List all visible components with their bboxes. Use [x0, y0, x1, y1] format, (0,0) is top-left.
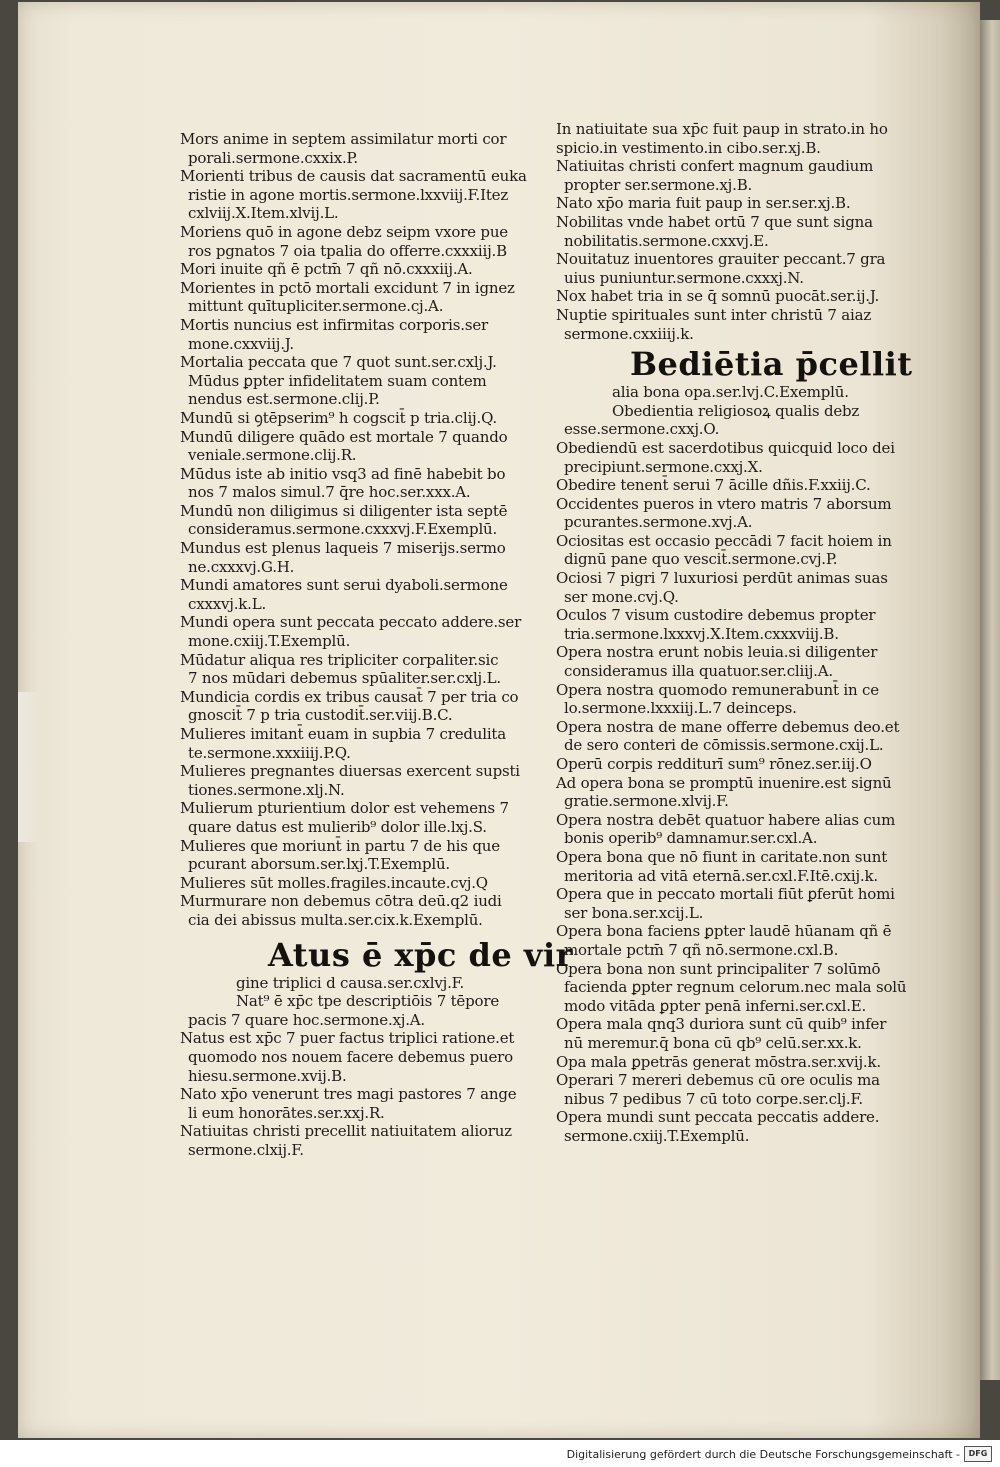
entry-line: Oculos 7 visum custodire debemus propter: [556, 606, 876, 625]
entry-line: te.sermone.xxxiiij.P.Q.: [188, 743, 351, 762]
entry-line: propter ser.sermone.xj.B.: [564, 175, 753, 194]
entry-line: sermone.cxxiiij.k.: [564, 324, 694, 343]
entry-line: Nato xp̄o venerunt tres magi pastores 7 ange: [180, 1085, 517, 1104]
entry-line: nendus est.sermone.clij.P.: [188, 390, 380, 409]
entry-line: Opera nostra quomodo remunerabunt̄ in ce: [556, 680, 879, 699]
funding-credit: Digitalisierung gefördert durch die Deutsche Forschungsgemeinschaft -: [566, 1448, 960, 1461]
entry-line: Occidentes pueros in vtero matris 7 aborsum: [556, 494, 892, 513]
entry-line: Moriens quō in agone debz seipm vxore pue: [180, 222, 508, 241]
entry-line: mortale pctm̄ 7 qñ nō.sermone.cxl.B.: [564, 940, 839, 959]
entry-line: Mundū si ꝯtēpserim⁹ h cogscit̄ p tria.clij.Q.: [180, 408, 497, 427]
entry-line: dignū pane quo vescit̄.sermone.cvj.P.: [564, 550, 838, 569]
entry-line: quare datus est mulierib⁹ dolor ille.lxj.S.: [188, 817, 487, 836]
entry-line: tria.sermone.lxxxvj.X.Item.cxxxviij.B.: [564, 624, 839, 643]
entry-line: porali.sermone.cxxix.P.: [188, 148, 358, 167]
entry-line: esse.sermone.cxxj.O.: [564, 420, 720, 439]
entry-line: quomodo nos nouem facere debemus puero: [188, 1047, 513, 1066]
entry-line: Opera nostra debēt quatuor habere alias cum: [556, 810, 896, 829]
dfg-logo: DFG: [964, 1446, 992, 1462]
paper-stain: [18, 692, 40, 842]
entry-line: nos 7 malos simul.7 q̄re hoc.ser.xxx.A.: [188, 483, 471, 502]
entry-line: Mulieres que moriunt̄ in partu 7 de his que: [180, 836, 500, 855]
entry-line: Murmurare non debemus cōtra deū.q2 iudi: [180, 892, 502, 911]
left-entries-n-m: [180, 130, 527, 930]
section-heading-natus: Atus ē xp̄c de vir: [268, 935, 574, 974]
entry-line: Mundi opera sunt peccata peccato addere.ser: [180, 613, 522, 632]
entry-line: Mulieres sūt molles.fragiles.incaute.cvj.Q: [180, 873, 488, 892]
entry-line: Opera que in peccato mortali fiūt ꝑferūt homi: [556, 885, 895, 904]
entry-line: Obedientia religiosoꝝ qualis debz: [612, 401, 860, 420]
entry-line: nū meremur.q̄ bona cū qb⁹ celū.ser.xx.k.: [564, 1033, 862, 1052]
entry-line: pcurantes.sermone.xvj.A.: [564, 513, 753, 532]
entry-line: spicio.in vestimento.in cibo.ser.xj.B.: [556, 138, 821, 157]
entry-line: Mori inuite qñ ē pctm̄ 7 qñ nō.cxxxiij.A.: [180, 260, 473, 279]
entry-line: Ociosi 7 pigri 7 luxuriosi perdūt animas suas: [556, 569, 888, 588]
right-entries-o: [556, 383, 907, 1145]
entry-line: Operū corpis redditurī sum⁹ rōnez.ser.iij.O: [556, 755, 872, 773]
entry-line: gnoscit̄ 7 p tria custodit̄.ser.viij.B.C.: [188, 706, 453, 725]
entry-line: pacis 7 quare hoc.sermone.xj.A.: [188, 1010, 425, 1029]
entry-line: veniale.sermone.clij.R.: [188, 446, 357, 465]
entry-line: Opa mala ꝑpetrās generat mōstra.ser.xvij.k.: [556, 1052, 881, 1071]
entry-line: Morientes in pctō mortali excidunt 7 in ignez: [180, 278, 515, 297]
entry-line: gratie.sermone.xlvij.F.: [564, 792, 729, 811]
left-entries-natus: [180, 974, 520, 1160]
entry-line: Mulieres pregnantes diuersas exercent supsti: [180, 762, 520, 781]
entry-line: meritoria ad vitā eternā.ser.cxl.F.Itē.cxij.k.: [564, 866, 878, 885]
entry-line: ristie in agone mortis.sermone.lxxviij.F.Itez: [188, 185, 509, 204]
right-entries-n: [556, 120, 901, 343]
facing-page-edge: [980, 20, 1000, 1380]
entry-line: facienda ꝑpter regnum celorum.nec mala solū: [564, 978, 907, 997]
entry-line: Nat⁹ ē xp̄c tpe descriptiōis 7 tēpore: [236, 992, 499, 1011]
entry-line: Opera mala qnq3 duriora sunt cū quib⁹ infer: [556, 1015, 887, 1034]
entry-line: cxxxvj.k.L.: [188, 594, 267, 613]
entry-line: modo vitāda ꝑpter penā inferni.ser.cxl.E.: [564, 996, 867, 1015]
entry-line: consideramus illa quatuor.ser.cliij.A.: [564, 662, 833, 681]
entry-line: mittunt quītupliciter.sermone.cj.A.: [188, 297, 444, 316]
entry-line: Mundū diligere quādo est mortale 7 quando: [180, 427, 508, 446]
entry-line: ne.cxxxvj.G.H.: [188, 557, 295, 576]
entry-line: 7 nos mūdari debemus spūaliter.ser.cxlj.L.: [188, 669, 501, 688]
entry-line: gine triplici d causa.ser.cxlvj.F.: [236, 973, 465, 992]
entry-line: Natus est xp̄c 7 puer factus triplici ratione.et: [180, 1029, 515, 1048]
entry-line: Mortalia peccata que 7 quot sunt.ser.cxlj.J.: [180, 353, 497, 372]
entry-line: Mortis nuncius est infirmitas corporis.ser: [180, 315, 488, 334]
entry-line: ros pgnatos 7 oia tpalia do offerre.cxxxiij.B: [188, 241, 507, 260]
right-text-column: [556, 120, 913, 1145]
entry-line: tiones.sermone.xlj.N.: [188, 780, 345, 799]
entry-line: Nouitatuz inuentores grauiter peccant.7 gra: [556, 250, 886, 269]
entry-line: nibus 7 pedibus 7 cū toto corpe.ser.clj.F.: [564, 1089, 863, 1108]
footer-bar: [0, 1440, 1000, 1467]
entry-line: Mūdatur aliqua res tripliciter corpaliter.sic: [180, 650, 499, 669]
entry-line: Mulierum pturientium dolor est vehemens 7: [180, 799, 509, 818]
entry-line: lo.sermone.lxxxiij.L.7 deinceps.: [564, 699, 797, 718]
entry-line: li eum honorātes.ser.xxj.R.: [188, 1103, 385, 1122]
entry-line: Opera bona faciens ꝑpter laudē hūanam qñ ē: [556, 922, 892, 941]
entry-line: Nox habet tria in se q̄ somnū puocāt.ser.ij.J.: [556, 287, 880, 306]
entry-line: Nobilitas vnde habet ortū 7 que sunt signa: [556, 212, 873, 231]
entry-line: de sero conteri de cōmissis.sermone.cxij.L.: [564, 736, 884, 755]
entry-line: Mundi amatores sunt serui dyaboli.sermone: [180, 576, 508, 595]
entry-line: ser bona.ser.xcij.L.: [564, 903, 704, 922]
entry-line: Obedire tenent̄ serui 7 ācille dñis.F.xxiij.C.: [556, 476, 871, 495]
left-text-column: [180, 130, 574, 1159]
entry-line: Opera nostra de mane offerre debemus deo.et: [556, 717, 900, 736]
entry-line: sermone.cxiij.T.Exemplū.: [564, 1126, 750, 1145]
entry-line: Opera nostra erunt nobis leuia.si diligenter: [556, 643, 878, 662]
entry-line: pcurant aborsum.ser.lxj.T.Exemplū.: [188, 855, 450, 874]
entry-line: Mundus est plenus laqueis 7 miserijs.sermo: [180, 539, 506, 558]
entry-line: precipiunt.sermone.cxxj.X.: [564, 457, 763, 476]
entry-line: Opera bona que nō fiunt in caritate.non sunt: [556, 847, 888, 866]
entry-line: consideramus.sermone.cxxxvj.F.Exemplū.: [188, 520, 498, 539]
entry-line: nobilitatis.sermone.cxxvj.E.: [564, 231, 769, 250]
entry-line: Mors anime in septem assimilatur morti cor: [180, 130, 507, 148]
entry-line: Mundū non diligimus si diligenter ista septē: [180, 501, 508, 520]
entry-line: sermone.clxij.F.: [188, 1140, 304, 1159]
entry-line: Opera mundi sunt peccata peccatis addere.: [556, 1108, 880, 1127]
entry-line: mone.cxiij.T.Exemplū.: [188, 632, 351, 651]
entry-line: Morienti tribus de causis dat sacramentū euka: [180, 167, 527, 186]
entry-line: Ad opera bona se promptū inuenire.est signū: [556, 773, 892, 792]
entry-line: Natiuitas christi confert magnum gaudium: [556, 157, 874, 176]
entry-line: Opera bona non sunt principaliter 7 solūmō: [556, 959, 881, 978]
entry-line: Nuptie spirituales sunt inter christū 7 aiaz: [556, 305, 872, 324]
section-heading-obedientia: Bediētia p̄cellit: [630, 345, 913, 384]
entry-line: bonis operib⁹ damnamur.ser.cxl.A.: [564, 829, 818, 848]
entry-line: Ociositas est occasio peccādi 7 facit hoiem in: [556, 531, 892, 550]
entry-line: Operari 7 mereri debemus cū ore oculis ma: [556, 1071, 880, 1090]
entry-line: mone.cxxviij.J.: [188, 334, 294, 353]
entry-line: Natiuitas christi precellit natiuitatem alioruz: [180, 1122, 512, 1141]
entry-line: Obediendū est sacerdotibus quicquid loco dei: [556, 438, 895, 457]
entry-line: Mūdus ꝑpter infidelitatem suam contem: [188, 371, 487, 390]
entry-line: Mūdus iste ab initio vsq3 ad finē habebit bo: [180, 464, 506, 483]
entry-line: alia bona opa.ser.lvj.C.Exemplū.: [612, 383, 849, 402]
entry-line: uius puniuntur.sermone.cxxxj.N.: [564, 268, 804, 287]
entry-line: Nato xp̄o maria fuit paup in ser.ser.xj.B.: [556, 194, 851, 213]
entry-line: cxlviij.X.Item.xlvij.L.: [188, 204, 339, 223]
entry-line: ser mone.cvj.Q.: [564, 587, 679, 606]
entry-line: Mulieres imitant̄ euam in supbia 7 credulita: [180, 725, 507, 743]
entry-line: Mundicia cordis ex tribus causat̄ 7 per tria co: [180, 687, 519, 706]
entry-line: In natiuitate sua xp̄c fuit paup in strato.in ho: [556, 120, 888, 138]
entry-line: hiesu.sermone.xvij.B.: [188, 1066, 347, 1085]
entry-line: cia dei abissus multa.ser.cix.k.Exemplū.: [188, 910, 483, 929]
